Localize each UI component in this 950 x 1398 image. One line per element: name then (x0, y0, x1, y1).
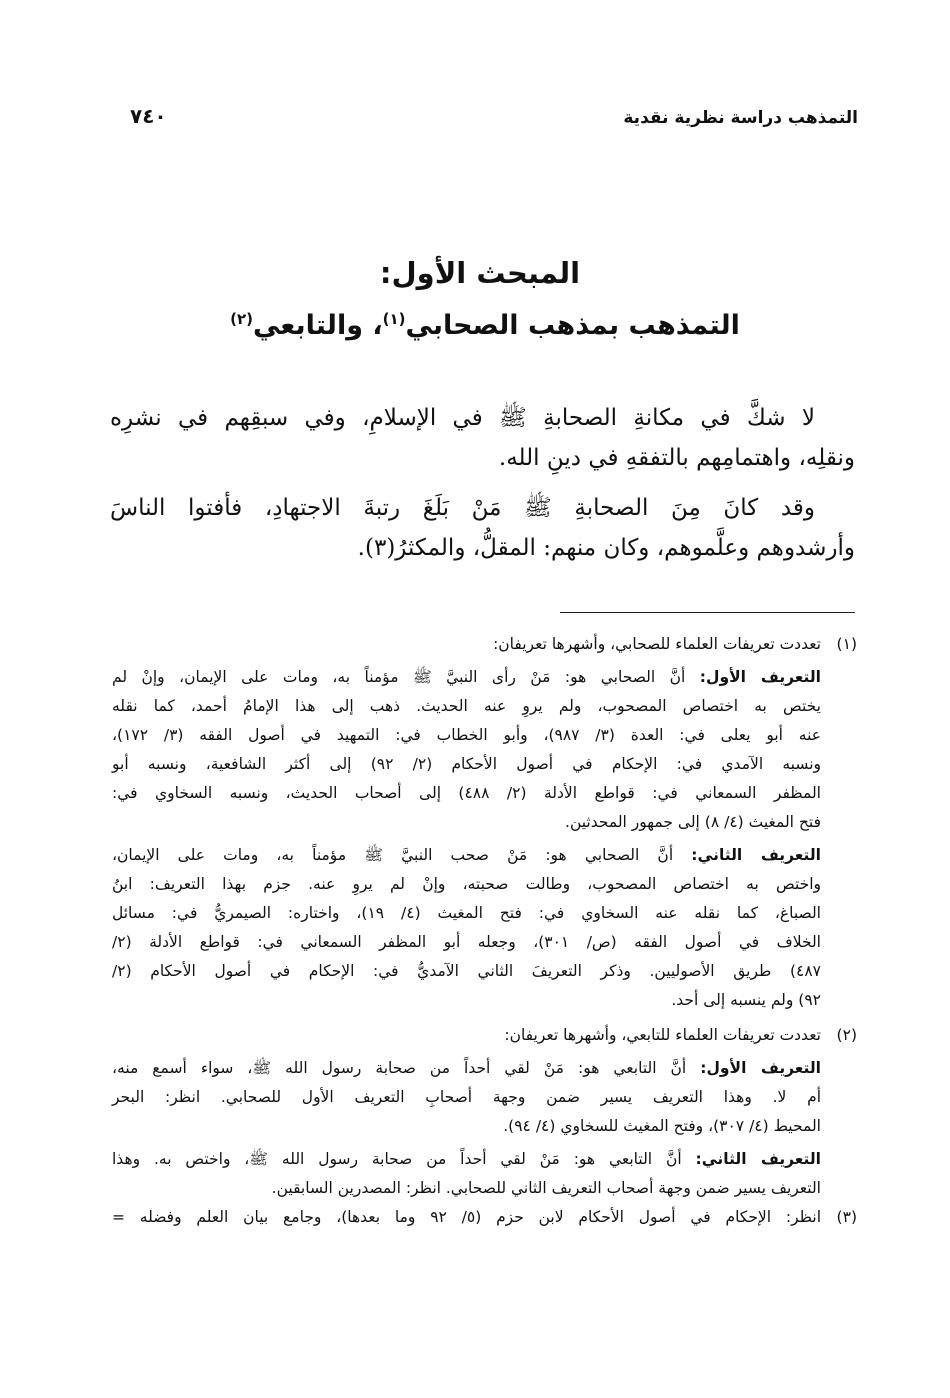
text-line: واختص به اختصاص المصحوب، وطالت صحبته، وإنْ لم يروِ عنه. جزم بهذا التعريف: ابنُ (112, 875, 821, 893)
paragraph-1 (110, 398, 855, 478)
footnote-number: (١) (836, 635, 857, 653)
footnotes (112, 630, 857, 1232)
footnote-ref-1: (١) (382, 310, 406, 328)
text-line: وقد كانَ مِنَ الصحابةِ ﷺ مَنْ بَلَغَ رتبةَ الاجتهادِ، فأفتوا الناسَ (110, 495, 815, 521)
page-header (118, 104, 858, 138)
text-line: انظر: الإحكام في أصول الأحكام لابن حزم (٥/ ٩٢ وما بعدها)، وجامع بيان العلم وفضله = (112, 1208, 821, 1226)
text-line: ٤٨٧) طريق الأصوليين. وذكر التعريفَ الثاني الآمديُّ في: الإحكام في أصول الأحكام (٢/ (112, 962, 821, 980)
text-line: الخلاف في أصول الفقه (ص/ ٣٠١)، وجعله أبو المظفر السمعاني في: قواطع الأدلة (٢/ (112, 933, 821, 951)
text-span: أنَّ التابعي هو: مَنْ لقي أحداً من صحابة رسول الله ﷺ، سواء أسمع منه، (112, 1059, 687, 1077)
text-span: أنَّ الصحابي هو: مَنْ رأى النبيَّ ﷺ مؤمناً به، ومات على الإيمان، وإنْ لم (112, 668, 686, 686)
text-span: أنَّ الصحابي هو: مَنْ صحب النبيَّ ﷺ مؤمناً به، ومات على الإيمان، (112, 846, 674, 864)
text-line (112, 841, 821, 870)
text-line: وأرشدوهم وعلَّموهم، وكان منهم: المقلُّ، والمكثرُ(٣). (357, 535, 855, 561)
text-line (112, 1054, 821, 1083)
text-line: المظفر السمعاني في: قواطع الأدلة (٢/ ٤٨٨) إلى أصحاب الحديث، ونسبه السخاوي في: (112, 784, 821, 802)
chapter-title: المبحث الأول: (379, 256, 581, 290)
text-line: يختص به اختصاص المصحوب، ولم يروِ عنه الحديث. ذهب إلى هذا الإمامُ أحمد، كما نقله (112, 697, 821, 715)
footnote-ref-2: (٢) (230, 310, 253, 328)
definition-label: التعريف الثاني: (695, 1150, 821, 1168)
text-line (112, 663, 821, 692)
text-line: ونسبه الآمدي في: الإحكام في أصول الأحكام (٢/ ٩٢) إلى أكثر الشافعية، ونسبه أبو (112, 755, 821, 773)
running-title: التمذهب دراسة نظرية نقدية (623, 108, 858, 128)
text-line: ٩٢) ولم ينسبه إلى أحد. (671, 991, 821, 1009)
footnote-1 (112, 630, 857, 1015)
definition-label: التعريف الأول: (700, 1059, 821, 1077)
subtitle-part-b: ، والتابعي (252, 310, 383, 341)
text-line: لا شكَّ في مكانةِ الصحابةِ ﷺ في الإسلامِ، وفي سبقِهم في نشرِه (110, 405, 815, 431)
text-line: ونقلِه، واهتمامِهم بالتفقهِ في دينِ الله. (498, 445, 855, 471)
text-line: التعريف يسير ضمن وجهة أصحاب التعريف الثاني للصحابي. انظر: المصدرين السابقين. (271, 1179, 821, 1197)
footnote-number: (٣) (836, 1208, 857, 1226)
main-text (110, 398, 855, 578)
footnote-intro: تعددت تعريفات العلماء للتابعي، وأشهرها تعريفان: (504, 1026, 821, 1044)
text-span: أنَّ التابعي هو: مَنْ لقي أحداً من صحابة رسول الله ﷺ، واختص به. وهذا (112, 1150, 682, 1168)
text-line: عنه أبو يعلى في: العدة (٣/ ٩٨٧)، وأبو الخطاب في: التمهيد في أصول الفقه (٣/ ١٧٢)، (112, 726, 822, 744)
text-line: الصباغ، كما نقله عنه السخاوي في: فتح المغيث (٤/ ١٩)، واختاره: الصيمريُّ في: مسائل (112, 904, 821, 922)
footnote-3 (112, 1203, 857, 1232)
text-line (112, 1145, 821, 1174)
paragraph-2 (110, 488, 855, 568)
text-line: أم لا. وهذا التعريف يسير ضمن وجهة أصحابِ التعريف الأول للصحابي. انظر: البحر (112, 1088, 821, 1106)
subtitle-part-a: التمذهب بمذهب الصحابي (405, 310, 740, 341)
footnote-number: (٢) (836, 1026, 857, 1044)
definition-label: التعريف الثاني: (691, 846, 821, 864)
chapter-subtitle (0, 310, 950, 341)
footnote-separator (560, 612, 855, 613)
footnote-intro: تعددت تعريفات العلماء للصحابي، وأشهرها تعريفان: (493, 635, 821, 653)
text-line: المحيط (٤/ ٣٠٧)، وفتح المغيث للسخاوي (٤/ ٩٤). (503, 1117, 821, 1135)
footnote-2 (112, 1021, 857, 1203)
page-number: ٧٤٠ (130, 104, 167, 128)
text-line: فتح المغيث (٤/ ٨) إلى جمهور المحدثين. (565, 813, 821, 831)
definition-label: التعريف الأول: (699, 668, 821, 686)
